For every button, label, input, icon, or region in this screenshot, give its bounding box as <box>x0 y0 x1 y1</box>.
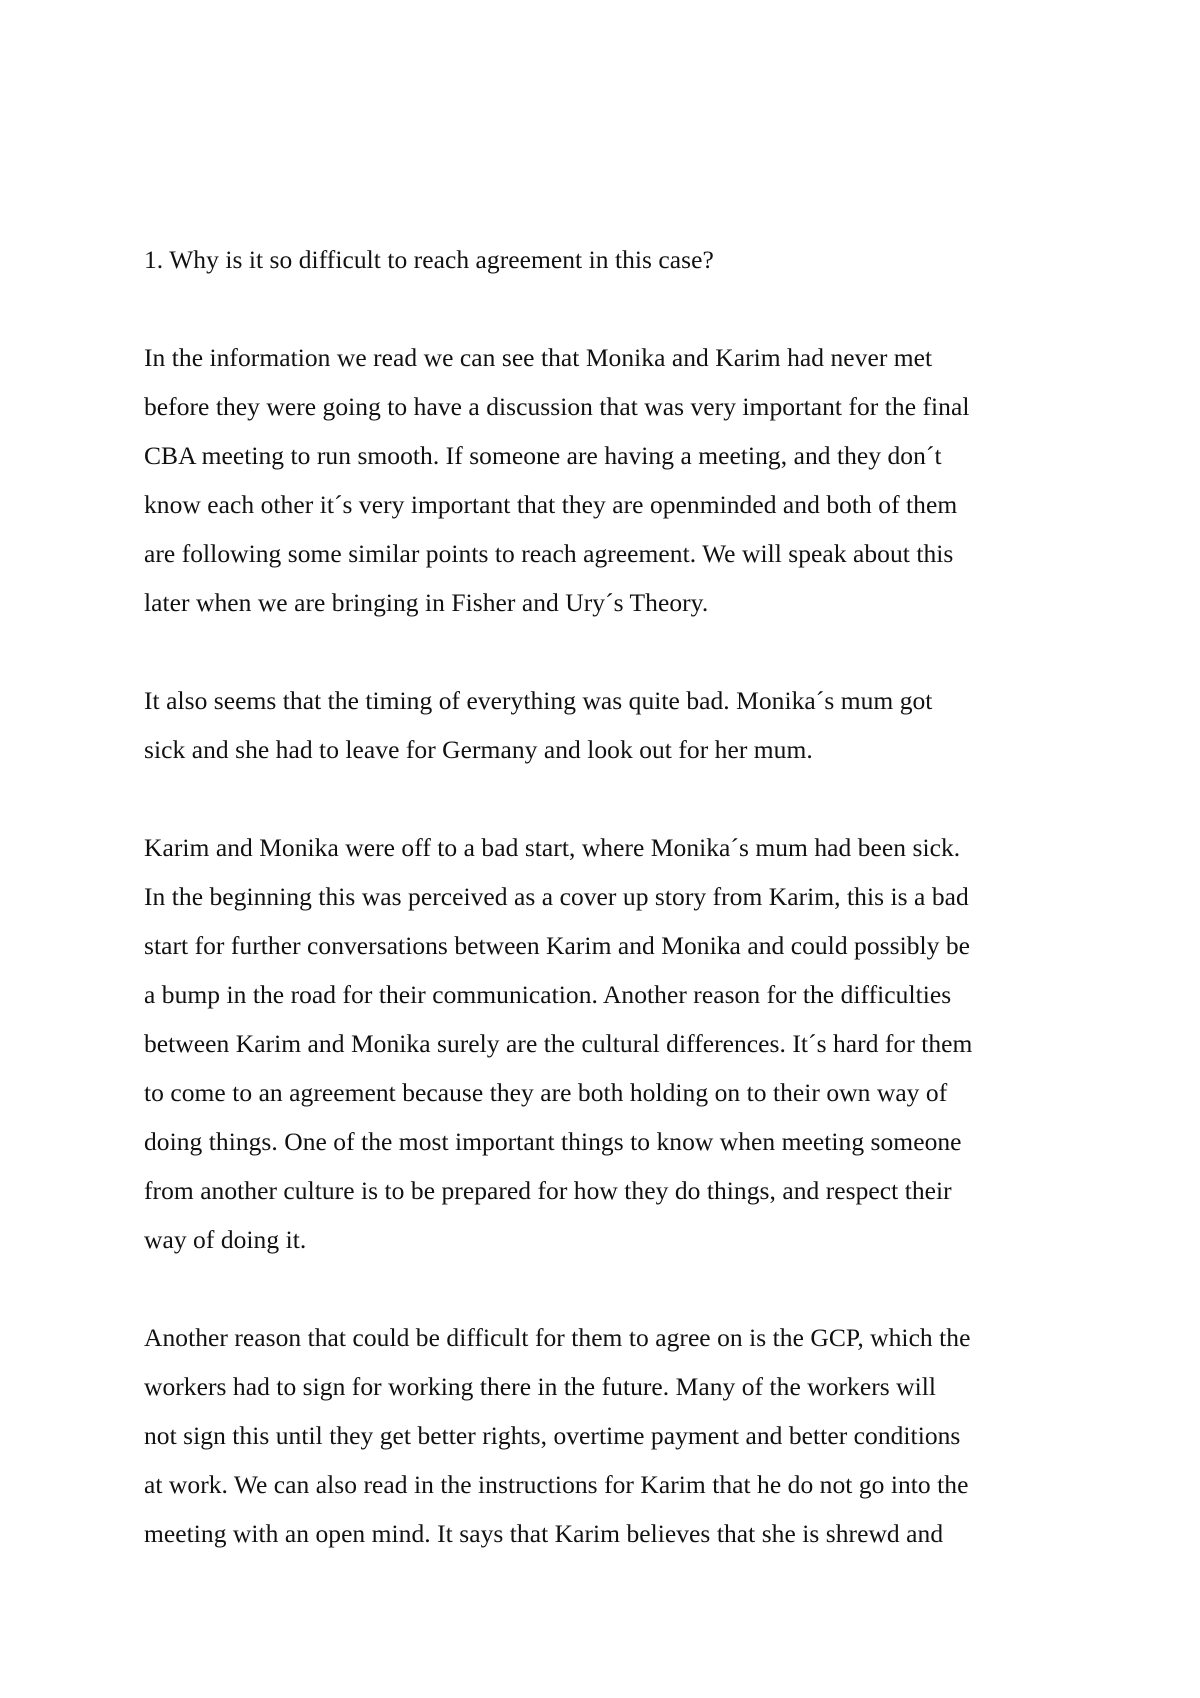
paragraph-line: Karim and Monika were off to a bad start, where Monika´s mum had been sick. <box>144 833 961 862</box>
paragraph-line: start for further conversations between Karim and Monika and could possibly be <box>144 931 971 960</box>
paragraph-gap <box>144 284 1064 333</box>
paragraph-line: doing things. One of the most important things to know when meeting someone <box>144 1127 962 1156</box>
paragraph-line: are following some similar points to reach agreement. We will speak about this <box>144 539 954 568</box>
paragraph-gap <box>144 1264 1064 1313</box>
paragraph-line: meeting with an open mind. It says that Karim believes that she is shrewd and <box>144 1519 944 1548</box>
paragraph-line: at work. We can also read in the instructions for Karim that he do not go into the <box>144 1470 969 1499</box>
paragraph-4 <box>144 1313 1064 1558</box>
paragraph-line: from another culture is to be prepared for how they do things, and respect their <box>144 1176 952 1205</box>
paragraph-line: a bump in the road for their communication. Another reason for the difficulties <box>144 980 952 1009</box>
paragraph-line: later when we are bringing in Fisher and Ury´s Theory. <box>144 588 709 617</box>
paragraph-line: not sign this until they get better rights, overtime payment and better conditions <box>144 1421 961 1450</box>
paragraph-line: know each other it´s very important that they are openminded and both of them <box>144 490 958 519</box>
paragraph-line: CBA meeting to run smooth. If someone are having a meeting, and they don´t <box>144 441 942 470</box>
paragraph-2 <box>144 676 1064 774</box>
paragraph-line: way of doing it. <box>144 1225 307 1254</box>
paragraph-line: workers had to sign for working there in the future. Many of the workers will <box>144 1372 937 1401</box>
paragraph-line: In the information we read we can see that Monika and Karim had never met <box>144 343 933 372</box>
paragraph-gap <box>144 627 1064 676</box>
paragraph-1 <box>144 333 1064 627</box>
paragraph-line: between Karim and Monika surely are the cultural differences. It´s hard for them <box>144 1029 973 1058</box>
question-heading: 1. Why is it so difficult to reach agreement in this case? <box>144 245 714 274</box>
paragraph-gap <box>144 774 1064 823</box>
paragraph-line: It also seems that the timing of everything was quite bad. Monika´s mum got <box>144 686 933 715</box>
paragraph-line: to come to an agreement because they are both holding on to their own way of <box>144 1078 948 1107</box>
paragraph-line: In the beginning this was perceived as a cover up story from Karim, this is a bad <box>144 882 969 911</box>
paragraph-line: Another reason that could be difficult for them to agree on is the GCP, which the <box>144 1323 971 1352</box>
paragraph-line: sick and she had to leave for Germany and look out for her mum. <box>144 735 813 764</box>
paragraph-3 <box>144 823 1064 1264</box>
paragraph-line: before they were going to have a discussion that was very important for the final <box>144 392 970 421</box>
document-body <box>144 235 1064 1558</box>
